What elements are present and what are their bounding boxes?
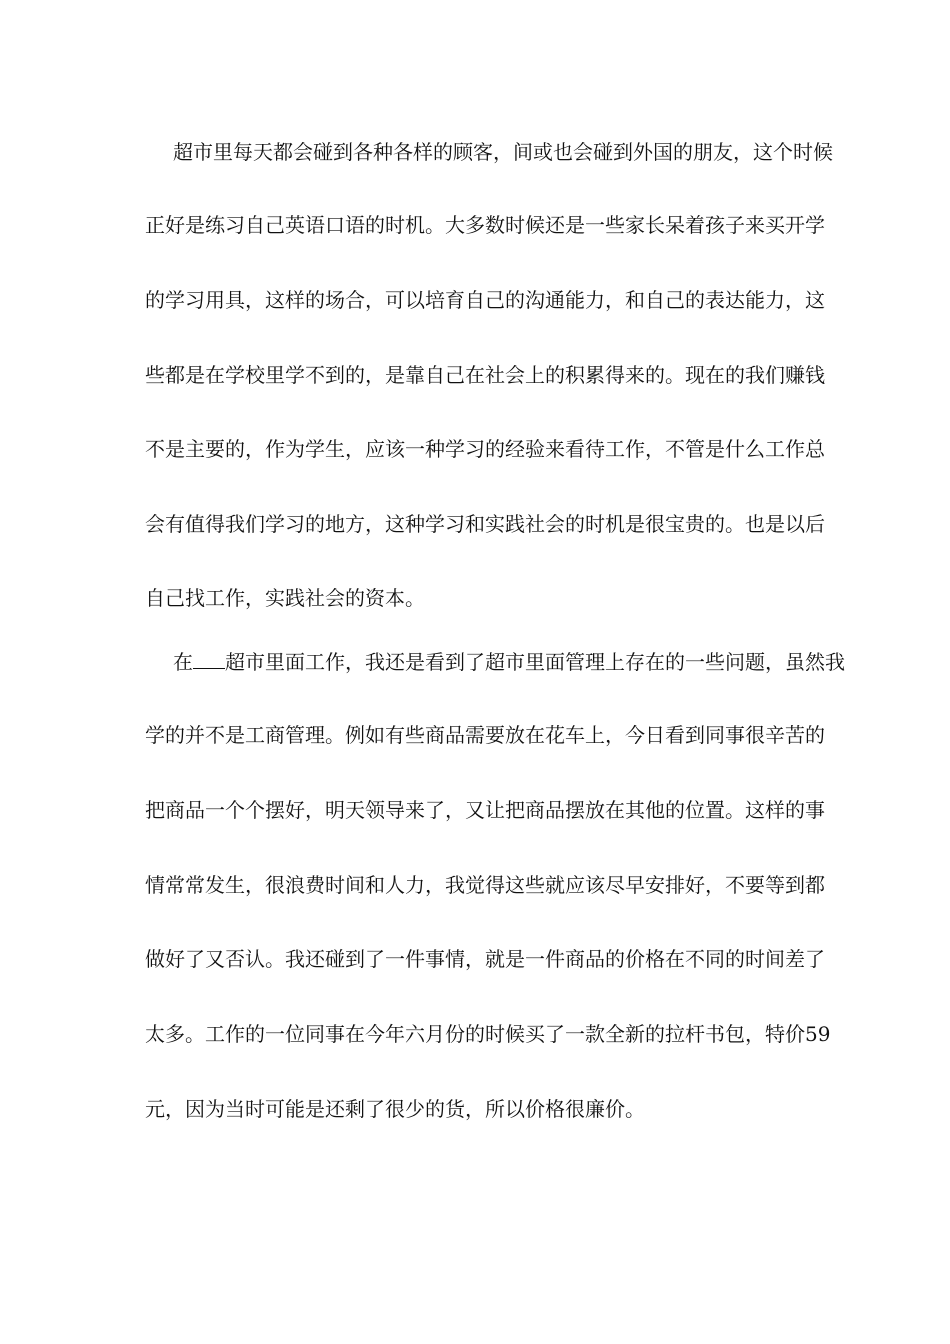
paragraph-1-line-4: 些都是在学校里学不到的，是靠自己在社会上的积累得来的。现在的我们赚钱: [145, 363, 825, 387]
paragraph-1-line-1: 超市里每天都会碰到各种各样的顾客，间或也会碰到外国的朋友，这个时候: [173, 140, 833, 164]
paragraph-2-line-4: 情常常发生，很浪费时间和人力，我觉得这些就应该尽早安排好，不要等到都: [145, 873, 825, 897]
paragraph-2-suffix: 超市里面工作，我还是看到了超市里面管理上存在的一些问题，虽然我: [225, 650, 845, 674]
paragraph-1-line-7: 自己找工作，实践社会的资本。: [145, 586, 425, 610]
paragraph-2-line-7: 元，因为当时可能是还剩了很少的货，所以价格很廉价。: [145, 1097, 645, 1121]
paragraph-2-line-3: 把商品一个个摆好，明天领导来了，又让把商品摆放在其他的位置。这样的事: [145, 798, 825, 822]
paragraph-2-line-6: [145, 1021, 831, 1047]
paragraph-1-line-3: 的学习用具，这样的场合，可以培育自己的沟通能力，和自己的表达能力，这: [145, 288, 825, 312]
price-line-text: 太多。工作的一位同事在今年六月份的时候买了一款全新的拉杆书包，特价: [145, 1022, 805, 1046]
price-number: 59: [805, 1022, 831, 1046]
paragraph-1-line-2: 正好是练习自己英语口语的时机。大多数时候还是一些家长呆着孩子来买开学: [145, 213, 825, 237]
fill-in-blank: [193, 650, 225, 669]
paragraph-2-line-5: 做好了又否认。我还碰到了一件事情，就是一件商品的价格在不同的时间差了: [145, 947, 825, 971]
paragraph-2-line-1: [173, 649, 843, 675]
paragraph-1-line-5: 不是主要的，作为学生，应该一种学习的经验来看待工作，不管是什么工作总: [145, 437, 825, 461]
paragraph-1-line-6: 会有值得我们学习的地方，这种学习和实践社会的时机是很宝贵的。也是以后: [145, 512, 825, 536]
paragraph-2-prefix: 在: [173, 650, 193, 674]
paragraph-2-line-2: 学的并不是工商管理。例如有些商品需要放在花车上，今日看到同事很辛苦的: [145, 723, 825, 747]
